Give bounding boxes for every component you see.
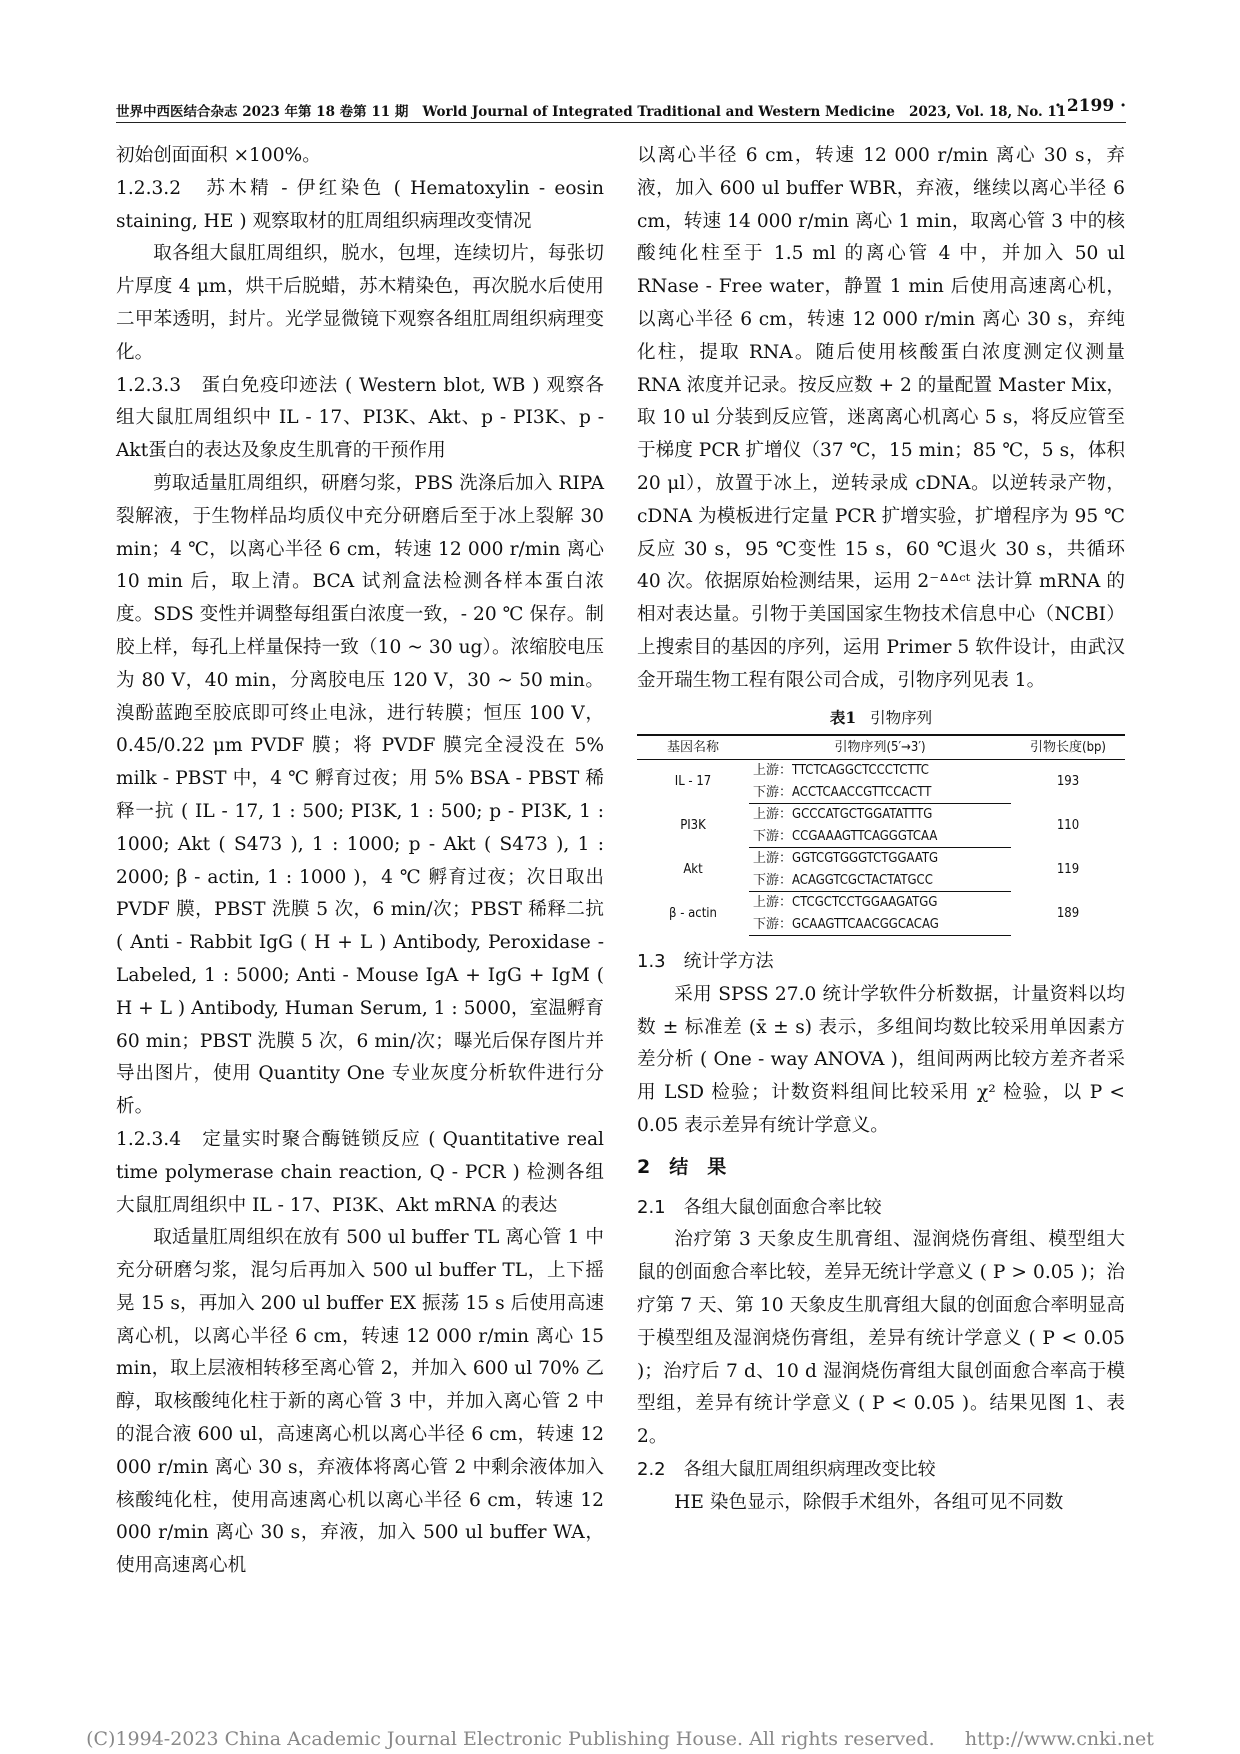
table-row — [637, 892, 1125, 914]
paragraph-continued: 初始创面面积 ×100%。 — [116, 145, 321, 166]
paragraph-qpcr-continued: 以离心半径 6 cm，转速 12 000 r/min 离心 30 s，弃液，加入 600 ul buffer WBR，弃液，继续以离心半径 6 cm，转速 14 000 r/min 离心 1 min，取离心管 3 中的核酸纯化柱至于 1.5 ml 的离心管 4 中，并加入 50 ul RNase - Free water，静置 1 min 后使用高速离心机，以离心半径 6 cm，转速 12 000 r/min 离心 30 s，弃纯化柱，提取 RNA。随后使用核酸蛋白浓度测定仪测量 RNA 浓度并记录。按反应数 + 2 的量配置 Master Mix，取 10 ul 分装到反应管，迷离离心机离心 5 s，将反应管至于梯度 PCR 扩增仪（37 ℃，15 min；85 ℃，5 s，体积 20 μl），放置于冰上，逆转录成 cDNA。以逆转录产物，cDNA 为模板进行定量 PCR 扩增实验，扩增程序为 95 ℃反应 30 s，95 ℃变性 15 s，60 ℃退火 30 s，共循环 40 次。依据原始检测结果，运用 2⁻ᐞᐞᶜᵗ 法计算 mRNA 的相对表达量。引物于美国国家生物技术信息中心（NCBI）上搜索目的基因的序列，运用 Primer 5 软件设计，由武汉金开瑞生物工程有限公司合成，引物序列见表 1。 — [637, 145, 1125, 691]
page-number: · 2199 · — [1055, 96, 1126, 116]
col-gene-name: 基因名称 — [637, 735, 749, 760]
header-journal — [116, 100, 1066, 120]
paragraph-pathology: HE 染色显示，除假手术组外，各组可见不同数 — [674, 1491, 1064, 1513]
paragraph-he-staining: 取各组大鼠肛周组织，脱水，包埋，连续切片，每张切片厚度 4 μm，烘干后脱蜡，苏木精染色，再次脱水后使用二甲苯透明，封片。光学显微镜下观察各组肛周组织病理变化。 — [116, 243, 604, 363]
heading-1-2-3-2: 1.2.3.2 苏木精 - 伊红染色 ( Hematoxylin - eosin staining, HE ) 观察取材的肛周组织病理改变情况 — [116, 177, 604, 232]
gene-name: β - actin — [669, 905, 717, 921]
primer-length: 119 — [1056, 861, 1080, 877]
table-1-number: 表1 — [829, 707, 857, 727]
heading-1-2-3-4: 1.2.3.4 定量实时聚合酶链锁反应 ( Quantitative real time polymerase chain reaction, Q - PCR ) 检测各组大鼠肛周组织中 IL - 17、PI3K、Akt mRNA 的表达 — [116, 1128, 604, 1216]
primer-down: 下游：ACCTCAACCGTTCCACTT — [749, 782, 1011, 804]
col-primer-seq: 引物序列(5′→3′) — [749, 735, 1011, 760]
table-row — [637, 804, 1125, 826]
gene-name: PI3K — [680, 817, 706, 833]
header-rule — [116, 122, 1126, 123]
header-journal-en: World Journal of Integrated Traditional and Western Medicine — [422, 104, 895, 120]
table-1 — [637, 704, 1125, 937]
copyright-text: (C)1994-2023 China Academic Journal Electronic Publishing House. All rights reserved. — [86, 1728, 935, 1750]
heading-2-2: 2.2 各组大鼠肛周组织病理改变比较 — [637, 1459, 936, 1480]
paragraph-qpcr: 取适量肛周组织在放有 500 ul buffer TL 离心管 1 中充分研磨匀浆，混匀后再加入 500 ul buffer TL，上下摇晃 15 s，再加入 200 ul buffer EX 振荡 15 s 后使用高速离心机，以离心半径 6 cm，转速 12 000 r/min 离心 15 min，取上层液相转移至离心管 2，并加入 600 ul 70% 乙醇，取核酸纯化柱于新的离心管 3 中，并加入离心管 2 中的混合液 600 ul，高速离心机以离心半径 6 cm，转速 12 000 r/min 离心 30 s，弃液体将离心管 2 中剩余液体加入核酸纯化柱，使用高速离心机以离心半径 6 cm，转速 12 000 r/min 离心 30 s，弃液，加入 500 ul buffer WA，使用高速离心机 — [116, 1227, 604, 1577]
primer-down: 下游：CCGAAAGTTCAGGGTCAA — [749, 826, 1011, 848]
table-row — [637, 848, 1125, 870]
heading-1-2-3-3: 1.2.3.3 蛋白免疫印迹法 ( Western blot, WB ) 观察各组大鼠肛周组织中 IL - 17、PI3K、Akt、p - PI3K、p - Akt蛋白的表达及象皮生肌膏的干预作用 — [116, 374, 604, 462]
paragraph-healing-rate: 治疗第 3 天象皮生肌膏组、湿润烧伤膏组、模型组大鼠的创面愈合率比较，差异无统计学意义 ( P > 0.05 )；治疗第 7 天、第 10 天象皮生肌膏组大鼠的创面愈合率明显高于模型组及湿润烧伤膏组，差异有统计学意义 ( P < 0.05 )；治疗后 7 d、10 d 湿润烧伤膏组大鼠创面愈合率高于模型组，差异有统计学意义 ( P < 0.05 )。结果见图 1、表 2。 — [637, 1229, 1125, 1448]
primer-down: 下游：GCAAGTTCAACGGCACAG — [749, 914, 1011, 936]
heading-2-1: 2.1 各组大鼠创面愈合率比较 — [637, 1196, 882, 1218]
header-volume: 2023, Vol. 18, No. 11 — [908, 104, 1067, 120]
table-1-title: 引物序列 — [870, 708, 933, 727]
left-column — [116, 140, 604, 1583]
copyright-footer — [0, 1728, 1240, 1750]
gene-name: Akt — [683, 861, 703, 877]
cnki-url: http://www.cnki.net — [964, 1728, 1154, 1750]
primer-length: 110 — [1056, 817, 1080, 833]
running-header — [116, 96, 1126, 122]
paragraph-statistics: 采用 SPSS 27.0 统计学软件分析数据，计量资料以均数 ± 标准差 (x̄ ± s) 表示，多组间均数比较采用单因素方差分析 ( One - way ANOVA )，组间两两比较方差齐者采用 LSD 检验；计数资料组间比较采用 χ² 检验，以 P < 0.05 表示差异有统计学意义。 — [637, 983, 1125, 1137]
heading-1-3: 1.3 统计学方法 — [637, 951, 774, 973]
col-primer-len: 引物长度(bp) — [1011, 735, 1125, 760]
table-row — [637, 760, 1125, 782]
primer-length: 193 — [1056, 774, 1080, 790]
gene-name: IL - 17 — [674, 774, 712, 790]
table-1-caption — [637, 704, 1125, 732]
table-header-row — [637, 735, 1125, 760]
primer-up: 上游：TTCTCAGGCTCCCTCTTC — [753, 763, 929, 779]
primer-up: 上游：GGTCGTGGGTCTGGAATG — [753, 851, 939, 867]
paragraph-western-blot: 剪取适量肛周组织，研磨匀浆，PBS 洗涤后加入 RIPA 裂解液，于生物样品均质仪中充分研磨后至于冰上裂解 30 min；4 ℃，以离心半径 6 cm，转速 12 000 r/min 离心 10 min 后，取上清。BCA 试剂盒法检测各样本蛋白浓度。SDS 变性并调整每组蛋白浓度一致，- 20 ℃ 保存。制胶上样，每孔上样量保持一致（10 ~ 30 ug）。浓缩胶电压为 80 V，40 min，分离胶电压 120 V，30 ~ 50 min。溴酚蓝跑至胶底即可终止电泳，进行转膜；恒压 100 V，0.45/0.22 μm PVDF 膜；将 PVDF 膜完全浸没在 5% milk - PBST 中，4 ℃ 孵育过夜；用 5% BSA - PBST 稀释一抗 ( IL - 17, 1 : 500; PI3K, 1 : 500; p - PI3K, 1 : 1000; Akt ( S473 ), 1 : 1000; p - Akt ( S473 ), 1 : 2000; β - actin, 1 : 1000 )，4 ℃ 孵育过夜；次日取出 PVDF 膜，PBST 洗膜 5 次，6 min/次；PBST 稀释二抗 ( Anti - Rabbit IgG ( H + L ) Antibody, Peroxidase - Labeled, 1 : 5000; Anti - Mouse IgA + IgG + IgM ( H + L ) Antibody, Human Serum, 1 : 5000，室温孵育 60 min；PBST 洗膜 5 次，6 min/次；曝光后保存图片并导出图片，使用 Quantity One 专业灰度分析软件进行分析。 — [116, 472, 604, 1118]
header-journal-cn: 世界中西医结合杂志 2023 年第 18 卷第 11 期 — [116, 104, 409, 120]
primer-down: 下游：ACAGGTCGCTACTATGCC — [749, 870, 1011, 892]
heading-2-results: 2 结 果 — [637, 1155, 727, 1178]
right-column — [637, 140, 1125, 1520]
primer-up: 上游：GCCCATGCTGGATATTTG — [753, 807, 933, 823]
primer-table — [637, 734, 1125, 937]
primer-up: 上游：CTCGCTCCTGGAAGATGG — [753, 895, 938, 911]
primer-length: 189 — [1056, 905, 1080, 921]
